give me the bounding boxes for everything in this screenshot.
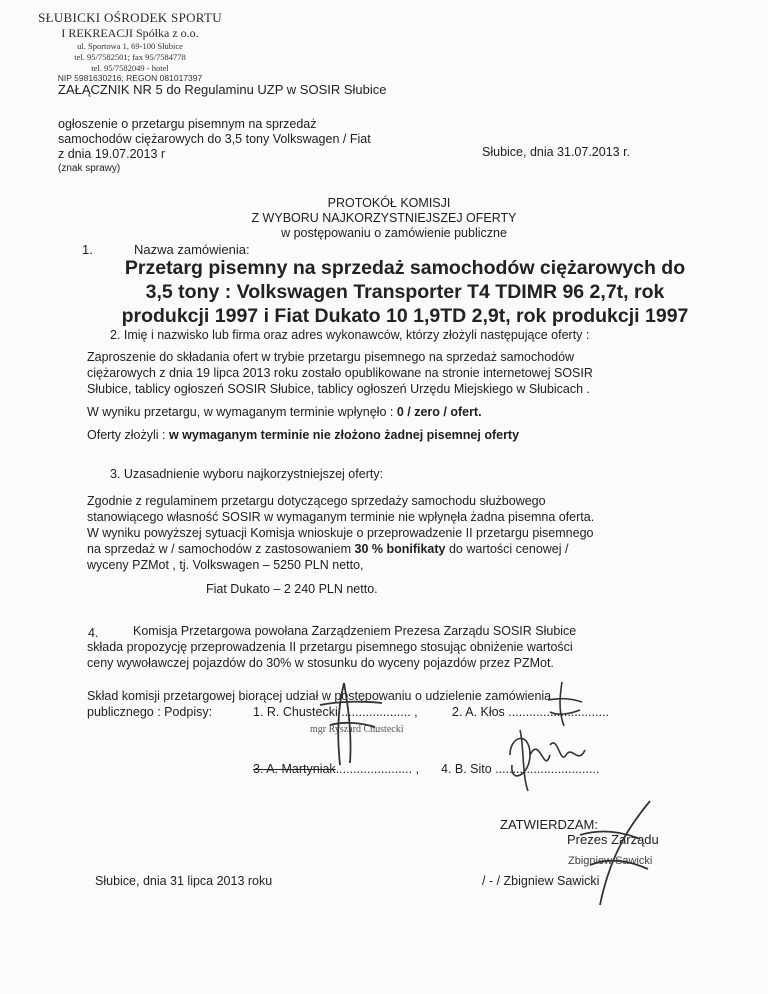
tender-result-text: W wyniku przetargu, w wymaganym terminie wpłynęło :	[87, 405, 397, 419]
place-date: Słubice, dnia 31.07.2013 r.	[482, 145, 631, 159]
attachment-title: ZAŁĄCZNIK NR 5 do Regulaminu UZP w SOSIR Słubice	[58, 82, 387, 97]
org-hotel-phone: tel. 95/7582049 - hotel	[91, 63, 169, 73]
committee-signatures-label: publicznego : Podpisy:	[87, 705, 213, 719]
item4-line1: Komisja Przetargowa powołana Zarządzeniem Prezesa Zarządu SOSIR Słubice	[133, 624, 577, 638]
footer-place-date: Słubice, dnia 31 lipca 2013 roku	[95, 874, 273, 888]
chairman-stamp: mgr Ryszard Chustecki	[310, 724, 404, 735]
item3-line6: Fiat Dukato – 2 240 PLN netto.	[206, 582, 378, 596]
item3-line4	[87, 542, 568, 557]
case-reference: (znak sprawy)	[58, 163, 121, 174]
org-name-line2: I REKREACJI Spółka z o.o.	[61, 26, 199, 40]
discount-value: 30 % bonifikaty	[354, 542, 446, 556]
item4-line2: składa propozycję przeprowadzenia II przetargu pisemnego stosując obniżenie wartości	[87, 640, 573, 654]
item3-line1: Zgodnie z regulaminem przetargu dotyczącego sprzedaży samochodu służbowego	[87, 494, 546, 508]
committee-member-1: 1. R. Chustecki .................... ,	[253, 705, 418, 719]
committee-member-3-dots: ...................... ,	[335, 762, 420, 776]
item1-label: Nazwa zamówienia:	[134, 242, 250, 257]
committee-member-3-name: 3. A. Martyniak	[253, 762, 336, 776]
item3-line2: stanowiącego własność SOSIR w wymaganym terminie nie wpłynęła żadna pisemna oferta.	[87, 510, 595, 524]
approval-stamp-name: Zbigniew Sawicki	[568, 855, 653, 867]
offers-submitted-label: Oferty złożyli :	[87, 428, 169, 442]
item3-line4-a: na sprzedaż w / samochodów z zastosowaniem	[87, 542, 355, 556]
signature-chustecki	[300, 675, 390, 770]
order-title-line3: produkcji 1997 i Fiat Dukato 10 1,9TD 2,9t, rok produkcji 1997	[121, 305, 689, 327]
organization-stamp	[30, 10, 230, 74]
item4-number: 4.	[88, 626, 99, 640]
item3-line3: W wyniku powyższej sytuacji Komisja wnioskuje o przeprowadzenie II przetargu pisemnego	[87, 526, 594, 540]
committee-member-4: 4. B. Sito ..............................	[441, 762, 600, 776]
item3-label: 3. Uzasadnienie wyboru najkorzystniejszej oferty:	[110, 467, 384, 481]
order-title-line2: 3,5 tony : Volkswagen Transporter T4 TDIMR 96 2,7t, rok	[145, 281, 665, 303]
signature-sito	[500, 725, 590, 795]
signature-klos	[540, 680, 590, 730]
org-name-line1: SŁUBICKI OŚRODEK SPORTU	[38, 10, 222, 25]
org-address: ul. Sportowa 1, 69-100 Słubice	[77, 41, 183, 51]
protocol-heading-2: Z WYBORU NAJKORZYSTNIEJSZEJ OFERTY	[251, 211, 517, 225]
announcement-line1: ogłoszenie o przetargu pisemnym na sprzedaż	[58, 117, 317, 131]
protocol-heading-1: PROTOKÓŁ KOMISJI	[327, 196, 451, 210]
tender-result	[87, 405, 482, 420]
item3-line5: wyceny PZMot , tj. Volkswagen – 5250 PLN netto,	[87, 558, 364, 572]
announcement-line3: z dnia 19.07.2013 r	[58, 147, 166, 161]
org-nip-regon: NIP 5981630216; REGON 081017397	[57, 73, 203, 83]
org-phone: tel. 95/7582501; fax 95/7584778	[74, 52, 186, 62]
announcement-line2: samochodów ciężarowych do 3,5 tony Volkswagen / Fiat	[58, 132, 371, 146]
signature-sawicki	[570, 795, 660, 915]
approved-label: ZATWIERDZAM:	[500, 817, 598, 832]
item1-number: 1.	[82, 242, 93, 257]
item3-line4-b: do wartości cenowej /	[445, 542, 569, 556]
approval-role: Prezes Zarządu	[567, 832, 659, 847]
offers-submitted	[87, 428, 519, 443]
committee-member-2: 2. A. Kłos .............................	[452, 705, 609, 719]
item2-para-line3: Słubice, tablicy ogłoszeń SOSIR Słubice, tablicy ogłoszeń Urzędu Miejskiego w Słubicach .	[87, 382, 591, 396]
order-title-line1: Przetarg pisemny na sprzedaż samochodów ciężarowych do	[124, 257, 686, 279]
offers-submitted-value: w wymaganym terminie nie złożono żadnej pisemnej oferty	[168, 428, 520, 442]
tender-result-count: 0 / zero / ofert.	[396, 405, 482, 419]
item2-label: 2. Imię i nazwisko lub firma oraz adres wykonawców, którzy złożyli następujące oferty :	[110, 328, 590, 342]
protocol-heading-3: w postępowaniu o zamówienie publiczne	[281, 226, 507, 240]
item4-line3: ceny wywoławczej pojazdów do 30% w stosunku do wyceny pojazdów przez PZMot.	[87, 656, 554, 670]
approver-name: / - / Zbigniew Sawicki	[482, 874, 600, 888]
item2-para-line1: Zaproszenie do składania ofert w trybie przetargu pisemnego na sprzedaż samochodów	[87, 350, 575, 364]
committee-line1: Skład komisji przetargowej biorącej udział w postępowaniu o udzielenie zamówienia	[87, 689, 552, 703]
item2-para-line2: ciężarowych z dnia 19 lipca 2013 roku zostało opublikowane na stronie internetowej SOSIR	[87, 366, 593, 380]
